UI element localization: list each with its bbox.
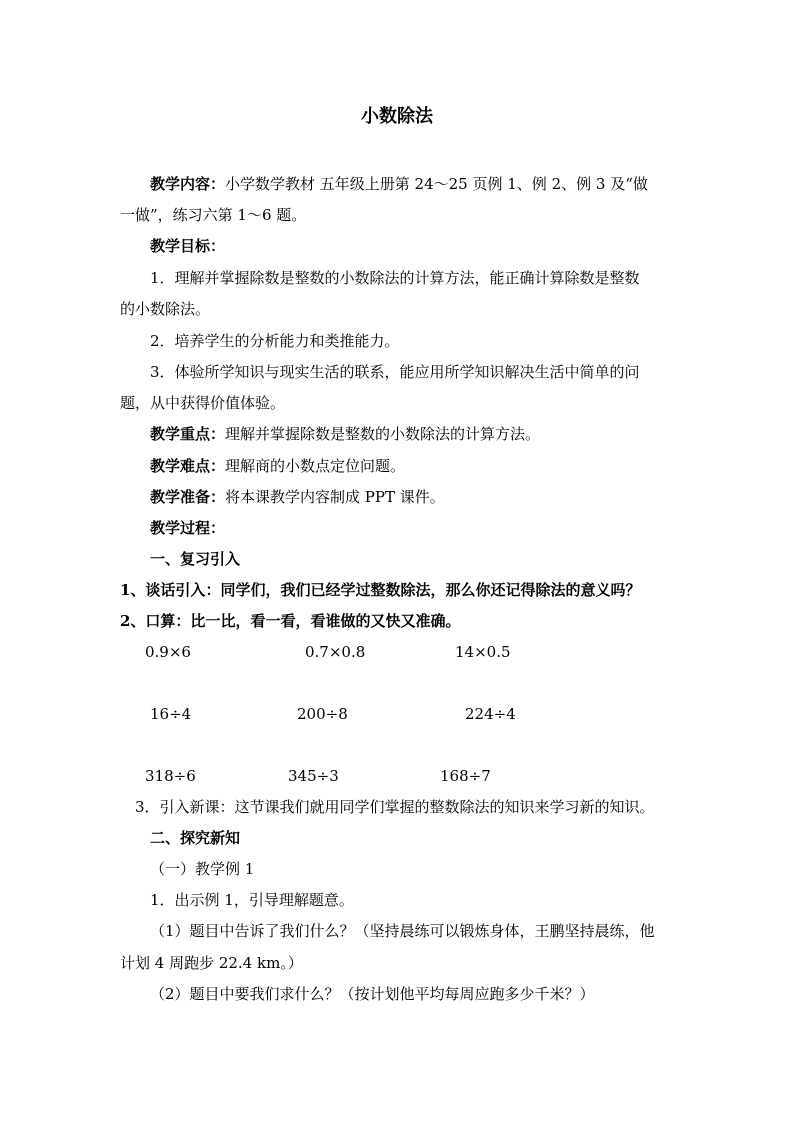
- content-text-1: 小学数学教材 五年级上册第 24～25 页例 1、例 2、例 3 及“做: [225, 175, 648, 193]
- goals-label: 教学目标：: [150, 237, 226, 255]
- preparation-label: 教学准备：: [150, 488, 226, 506]
- step-3: 3．引入新课：这节课我们就用同学们掌握的整数除法的知识来学习新的知识。: [135, 798, 655, 816]
- arith-item: 318÷6: [145, 767, 196, 785]
- goal-3-line-1: 3．体验所学知识与现实生活的联系，能应用所学知识解决生活中简单的问: [150, 363, 640, 381]
- step-1: 1、谈话引入：同学们，我们已经学过整数除法，那么你还记得除法的意义吗？: [120, 581, 641, 599]
- item-1: 1．出示例 1，引导理解题意。: [150, 891, 354, 909]
- content-label: 教学内容：: [150, 175, 226, 193]
- content-line-2: 一做”，练习六第 1～6 题。: [120, 206, 307, 224]
- question-1-line-2: 计划 4 周跑步 22.4 km。）: [120, 954, 303, 972]
- question-2: （2）题目中要我们求什么？（按计划他平均每周应跑多少千米？）: [150, 985, 595, 1003]
- goal-2: 2．培养学生的分析能力和类推能力。: [150, 332, 400, 350]
- arith-item: 168÷7: [440, 767, 491, 785]
- preparation-line: [150, 486, 445, 508]
- section-1-heading: 一、复习引入: [150, 550, 241, 568]
- page-title: 小数除法: [361, 106, 433, 127]
- key-point-text: 理解并掌握除数是整数的小数除法的计算方法。: [225, 425, 541, 443]
- section-2-heading: 二、探究新知: [150, 829, 241, 847]
- goal-3-line-2: 题，从中获得价值体验。: [120, 394, 286, 412]
- arith-item: 0.9×6: [145, 643, 191, 661]
- subsection-1: （一）教学例 1: [150, 860, 255, 878]
- arith-item: 200÷8: [297, 705, 348, 723]
- content-line-1: [150, 173, 648, 195]
- preparation-text: 将本课教学内容制成 PPT 课件。: [225, 488, 445, 506]
- arith-item: 16÷4: [150, 705, 192, 723]
- question-1-line-1: （1）题目中告诉了我们什么？（坚持晨练可以锻炼身体，王鹏坚持晨练，他: [150, 922, 655, 940]
- goal-1-line-2: 的小数除法。: [120, 300, 211, 318]
- goal-1-line-1: 1．理解并掌握除数是整数的小数除法的计算方法，能正确计算除数是整数: [150, 269, 640, 287]
- key-point-label: 教学重点：: [150, 425, 226, 443]
- step-2: 2、口算：比一比，看一看，看谁做的又快又准确。: [120, 612, 461, 630]
- difficulty-label: 教学难点：: [150, 457, 226, 475]
- arith-item: 345÷3: [288, 767, 339, 785]
- arith-item: 0.7×0.8: [305, 643, 366, 661]
- difficulty-line: [150, 455, 405, 477]
- arith-item: 224÷4: [465, 705, 516, 723]
- difficulty-text: 理解商的小数点定位问题。: [225, 457, 406, 475]
- arith-item: 14×0.5: [455, 643, 511, 661]
- key-point-line: [150, 423, 540, 445]
- process-label: 教学过程：: [150, 519, 226, 537]
